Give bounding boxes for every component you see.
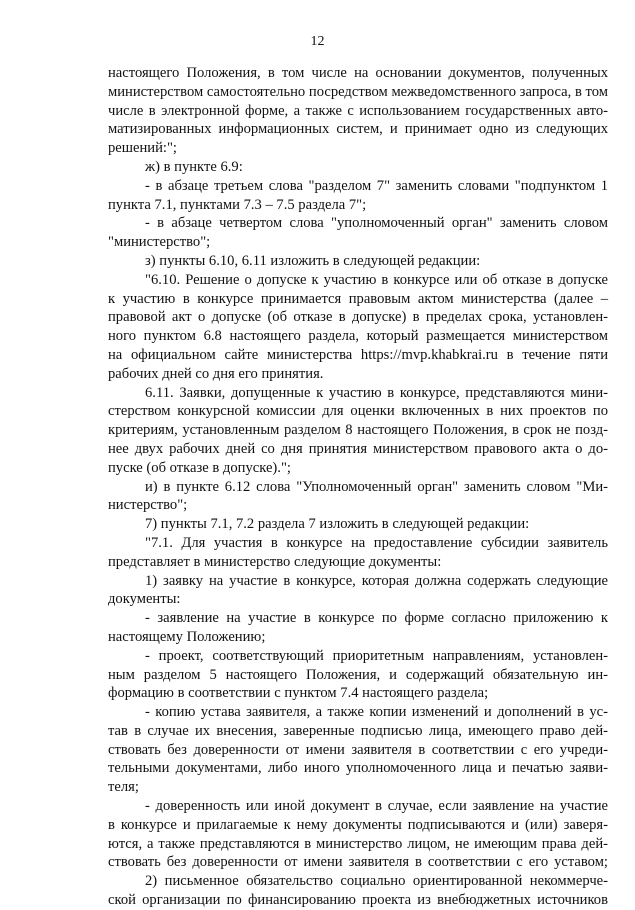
text-line: рабочих дней со дня его принятия.	[108, 365, 324, 382]
text-line: настоящего Положения, в том числе на основании документов, полученных	[108, 65, 608, 81]
text-line: и) в пункте 6.12 слова "Уполномоченный орган" заменить словом "Ми-	[145, 478, 608, 495]
text-line: числе в электронной форме, а также с использованием государственных авто-	[108, 102, 608, 119]
page-number: 12	[310, 34, 325, 49]
text-line: нее двух рабочих дней со дня принятия министерством правового акта о до-	[108, 440, 608, 457]
text-line: критериям, установленным разделом 8 настоящего Положения, в срок не позд-	[108, 422, 608, 439]
text-line: "7.1. Для участия в конкурсе на предоставление субсидии заявитель	[145, 534, 608, 551]
text-line: пуске (об отказе в допуске).";	[108, 459, 291, 476]
text-line: - доверенность или иной документ в случае, если заявление на участие	[145, 798, 608, 815]
text-line: - проект, соответствующий приоритетным направлениям, установлен-	[145, 647, 608, 664]
text-line: министерством самостоятельно посредством межведомственного запроса, в том	[108, 83, 608, 100]
text-line: представляет в министерство следующие документы:	[108, 553, 442, 570]
text-line: - в абзаце четвертом слова "уполномоченный орган" заменить словом	[145, 215, 608, 232]
text-line: ж) в пункте 6.9:	[145, 158, 243, 175]
text-line: - в абзаце третьем слова "разделом 7" заменить словами "подпунктом 1	[145, 177, 608, 194]
text-line: ного пунктом 6.8 настоящего раздела, который размещается министерством	[108, 328, 608, 345]
text-line: нистерство";	[108, 497, 188, 514]
text-line: ствовать без доверенности от имени заявителя в соответствии с его учреди-	[108, 741, 608, 758]
text-line: матизированных информационных систем, и принимает одно из следующих	[108, 121, 608, 138]
text-line: тав в случае их внесения, заверенные подписью лица, имеющего право дей-	[108, 722, 608, 739]
text-line: в конкурсе и прилагаемые к нему документы подписываются и (или) заверя-	[108, 816, 608, 833]
text-line: теля;	[108, 779, 139, 796]
text-line: решений:";	[108, 140, 177, 157]
text-line: 7) пункты 7.1, 7.2 раздела 7 изложить в следующей редакции:	[145, 516, 530, 533]
text-line: "министерство";	[108, 234, 211, 251]
text-line: тельными документами, либо иного уполномоченного лица и печатью заяви-	[108, 760, 608, 777]
text-line: стерством конкурсной комиссии для оценки включенных в них проектов по	[108, 403, 608, 420]
text-line: к участию в конкурсе принимается правовым актом министерства (далее –	[108, 290, 608, 307]
text-line: на официальном сайте министерства https://mvp.khabkrai.ru в течение пяти	[108, 346, 608, 363]
text-line: формацию в соответствии с пунктом 7.4 настоящего раздела;	[108, 685, 489, 702]
document-body	[108, 64, 608, 910]
text-line: пункта 7.1, пунктами 7.3 – 7.5 раздела 7";	[108, 196, 367, 213]
text-line: 2) письменное обязательство социально ориентированной некоммерче-	[145, 873, 608, 890]
text-line: з) пункты 6.10, 6.11 изложить в следующей редакции:	[145, 252, 481, 269]
text-line: ются, а также представляются в министерство лицом, не имеющим права дей-	[108, 835, 608, 852]
text-line: ской организации по финансированию проекта из внебюджетных источников	[108, 892, 608, 909]
text-line: правовой акт о допуске (об отказе в допуске) в пределах срока, установлен-	[108, 309, 608, 326]
text-line: 6.11. Заявки, допущенные к участию в конкурсе, представляются мини-	[145, 384, 608, 401]
text-line: документы:	[108, 591, 181, 608]
text-line: - заявление на участие в конкурсе по форме согласно приложению к	[145, 610, 608, 627]
text-line: ствовать без доверенности от имени заявителя в соответствии с его уставом;	[108, 854, 608, 871]
text-line: настоящему Положению;	[108, 628, 266, 645]
text-line: ным разделом 5 настоящего Положения, и содержащий обязательную ин-	[108, 666, 608, 683]
text-line: - копию устава заявителя, а также копии изменений и дополнений в ус-	[145, 704, 608, 721]
text-line: "6.10. Решение о допуске к участию в конкурсе или об отказе в допуске	[145, 271, 608, 288]
text-line: 1) заявку на участие в конкурсе, которая должна содержать следующие	[145, 572, 608, 589]
